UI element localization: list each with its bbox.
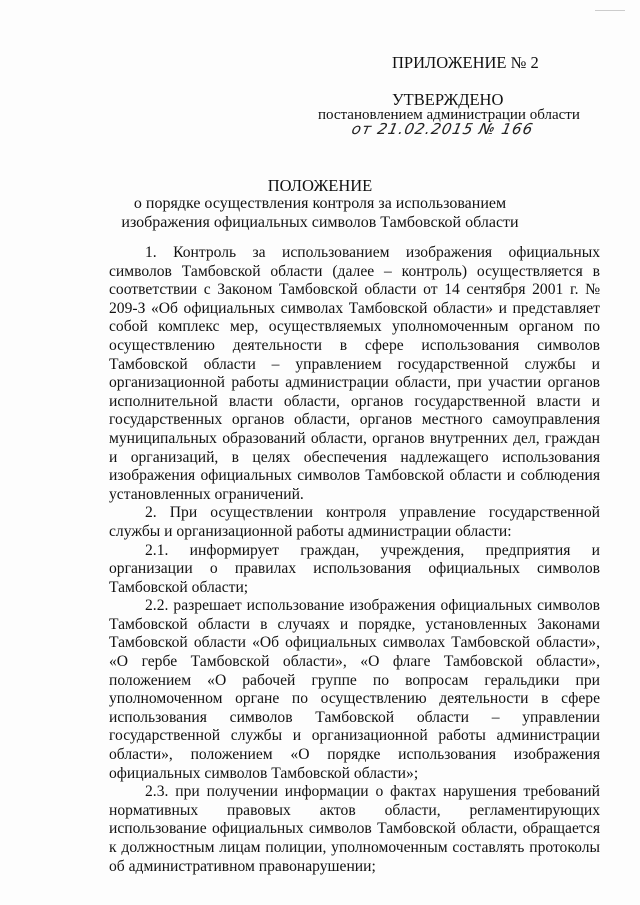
paragraph-2-1: 2.1. информирует граждан, учреждения, предприятия и организации о правилах использования официальных символов Тамбовской области; xyxy=(109,541,600,596)
handwritten-date: от 21.02.2015 № 166 xyxy=(350,120,536,138)
appendix-number: ПРИЛОЖЕНИЕ № 2 xyxy=(392,53,539,72)
paragraph-2: 2. При осуществлении контроля управление государственной службы и организационной работы администрации области: xyxy=(109,504,600,540)
document-body xyxy=(109,244,600,876)
paragraph-1: 1. Контроль за использованием изображения официальных символов Тамбовской области (далее – контроль) осуществляется в соответствии с Законом Тамбовской области от 14 сентября 2001 г. № 209-З «Об официальных символах Тамбовской области» и представляет собой комплекс мер, осуществляемых уполномоченным органом по осуществлению деятельности в сфере использования символов Тамбовской области – управлением государственной службы и организационной работы администрации области, при участии органов исполнительной власти области, органов государственной власти и государственных органов области, органов местного самоуправления муниципальных образований области, органов внутренних дел, граждан и организаций, в целях обеспечения надлежащего использования изображения официальных символов Тамбовской области и соблюдения установленных ограничений. xyxy=(109,244,600,503)
paragraph-2-2: 2.2. разрешает использование изображения официальных символов Тамбовской области в случаях и порядке, установленных Законами Тамбовской области «Об официальных символах Тамбовской области», «О гербе Тамбовской области», «О флаге Тамбовской области», положением «О рабочей группе по вопросам геральдики при уполномоченном органе по осуществлению деятельности в сфере использования символов Тамбовской области – управлении государственной службы и организационной работы администрации области», положением «О порядке использования изображения официальных символов Тамбовской области»; xyxy=(109,597,600,782)
document-subtitle: о порядке осуществления контроля за использованием изображения официальных символов Тамбовской области xyxy=(121,195,519,231)
paragraph-2-3: 2.3. при получении информации о фактах нарушения требований нормативных правовых актов области, регламентирующих использование официальных символов Тамбовской области, обращается к должностным лицам полиции, уполномоченным составлять протоколы об административном правонарушении; xyxy=(109,783,600,875)
resolution-line: постановлением администрации области xyxy=(318,107,580,123)
approval-stamp: УТВЕРЖДЕНО xyxy=(392,90,504,109)
document-title: ПОЛОЖЕНИЕ xyxy=(267,176,373,195)
scan-artifact xyxy=(595,10,625,11)
